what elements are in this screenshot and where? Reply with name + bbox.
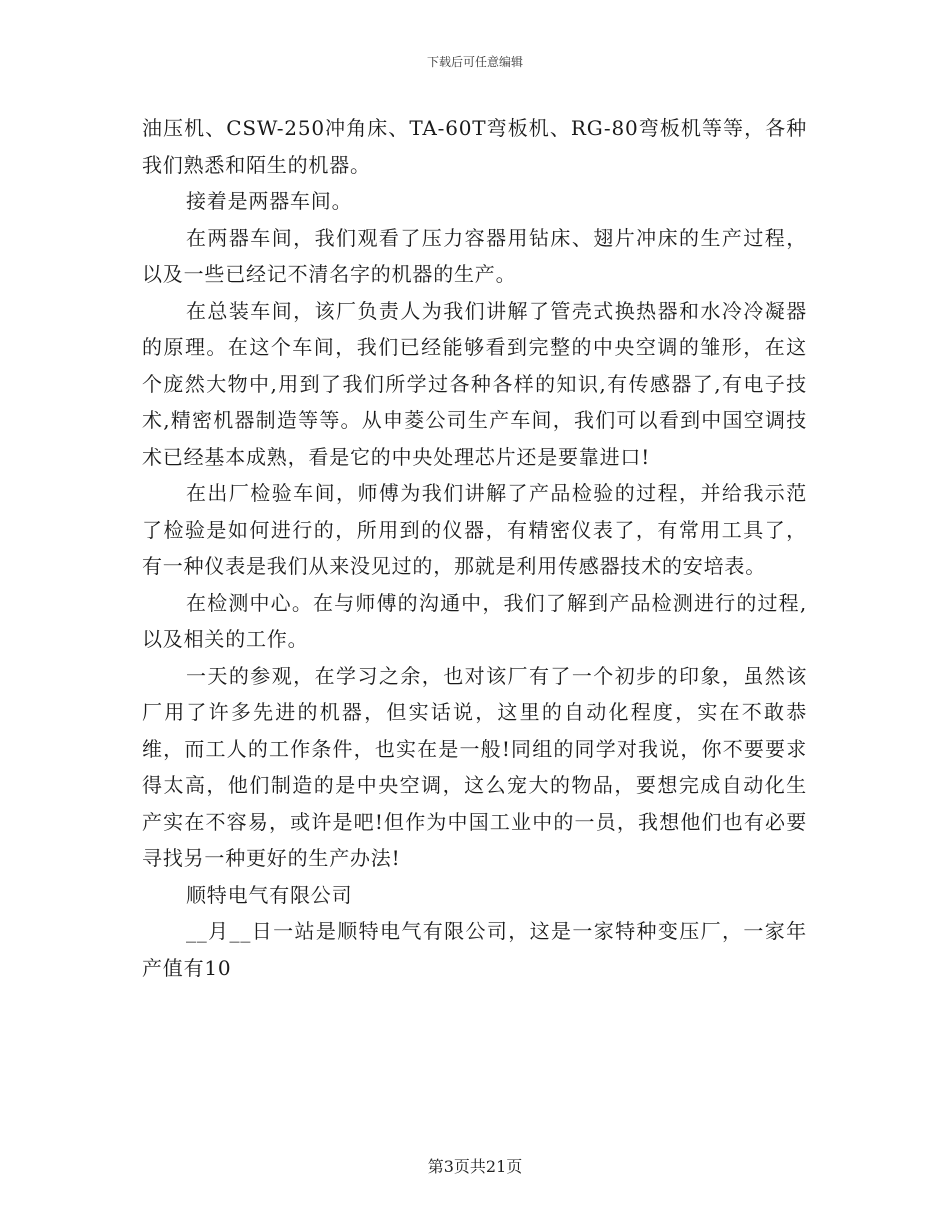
- paragraph: 油压机、CSW-250冲角床、TA-60T弯板机、RG-80弯板机等等，各种我们熟悉和陌生的机器。: [142, 116, 807, 177]
- paragraph: __月__日一站是顺特电气有限公司，这是一家特种变压厂，一家年产值有10: [142, 919, 807, 980]
- paragraph: 在出厂检验车间，师傅为我们讲解了产品检验的过程，并给我示范了检验是如何进行的，所用到的仪器，有精密仪表了，有常用工具了，有一种仪表是我们从来没见过的，那就是利用传感器技术的安培表。: [142, 481, 807, 578]
- paragraph: 在两器车间，我们观看了压力容器用钻床、翅片冲床的生产过程，以及一些已经记不清名字的机器的生产。: [142, 225, 807, 286]
- page-header: 下载后可任意编辑: [426, 55, 523, 69]
- paragraph: 接着是两器车间。: [186, 189, 353, 213]
- paragraph: 一天的参观，在学习之余，也对该厂有了一个初步的印象，虽然该厂用了许多先进的机器，但实话说，这里的自动化程度，实在不敢恭维，而工人的工作条件，也实在是一般!同组的同学对我说，你不要要求得太高，他们制造的是中央空调，这么宠大的物品，要想完成自动化生产实在不容易，或许是吧!但作为中国工业中的一员，我想他们也有必要寻找另一种更好的生产办法!: [142, 663, 807, 870]
- document-body: [142, 110, 807, 986]
- section-heading: 顺特电气有限公司: [186, 882, 353, 907]
- paragraph: 在检测中心。在与师傅的沟通中，我们了解到产品检测进行的过程,以及相关的工作。: [142, 590, 807, 651]
- page-number: 第3页共21页: [427, 1157, 523, 1176]
- paragraph: 在总装车间，该厂负责人为我们讲解了管壳式换热器和水冷冷凝器的原理。在这个车间，我们已经能够看到完整的中央空调的雏形，在这个庞然大物中,用到了我们所学过各种各样的知识,有传感器了,有电子技术,精密机器制造等等。从申菱公司生产车间，我们可以看到中国空调技术已经基本成熟，看是它的中央处理芯片还是要靠进口!: [142, 298, 807, 469]
